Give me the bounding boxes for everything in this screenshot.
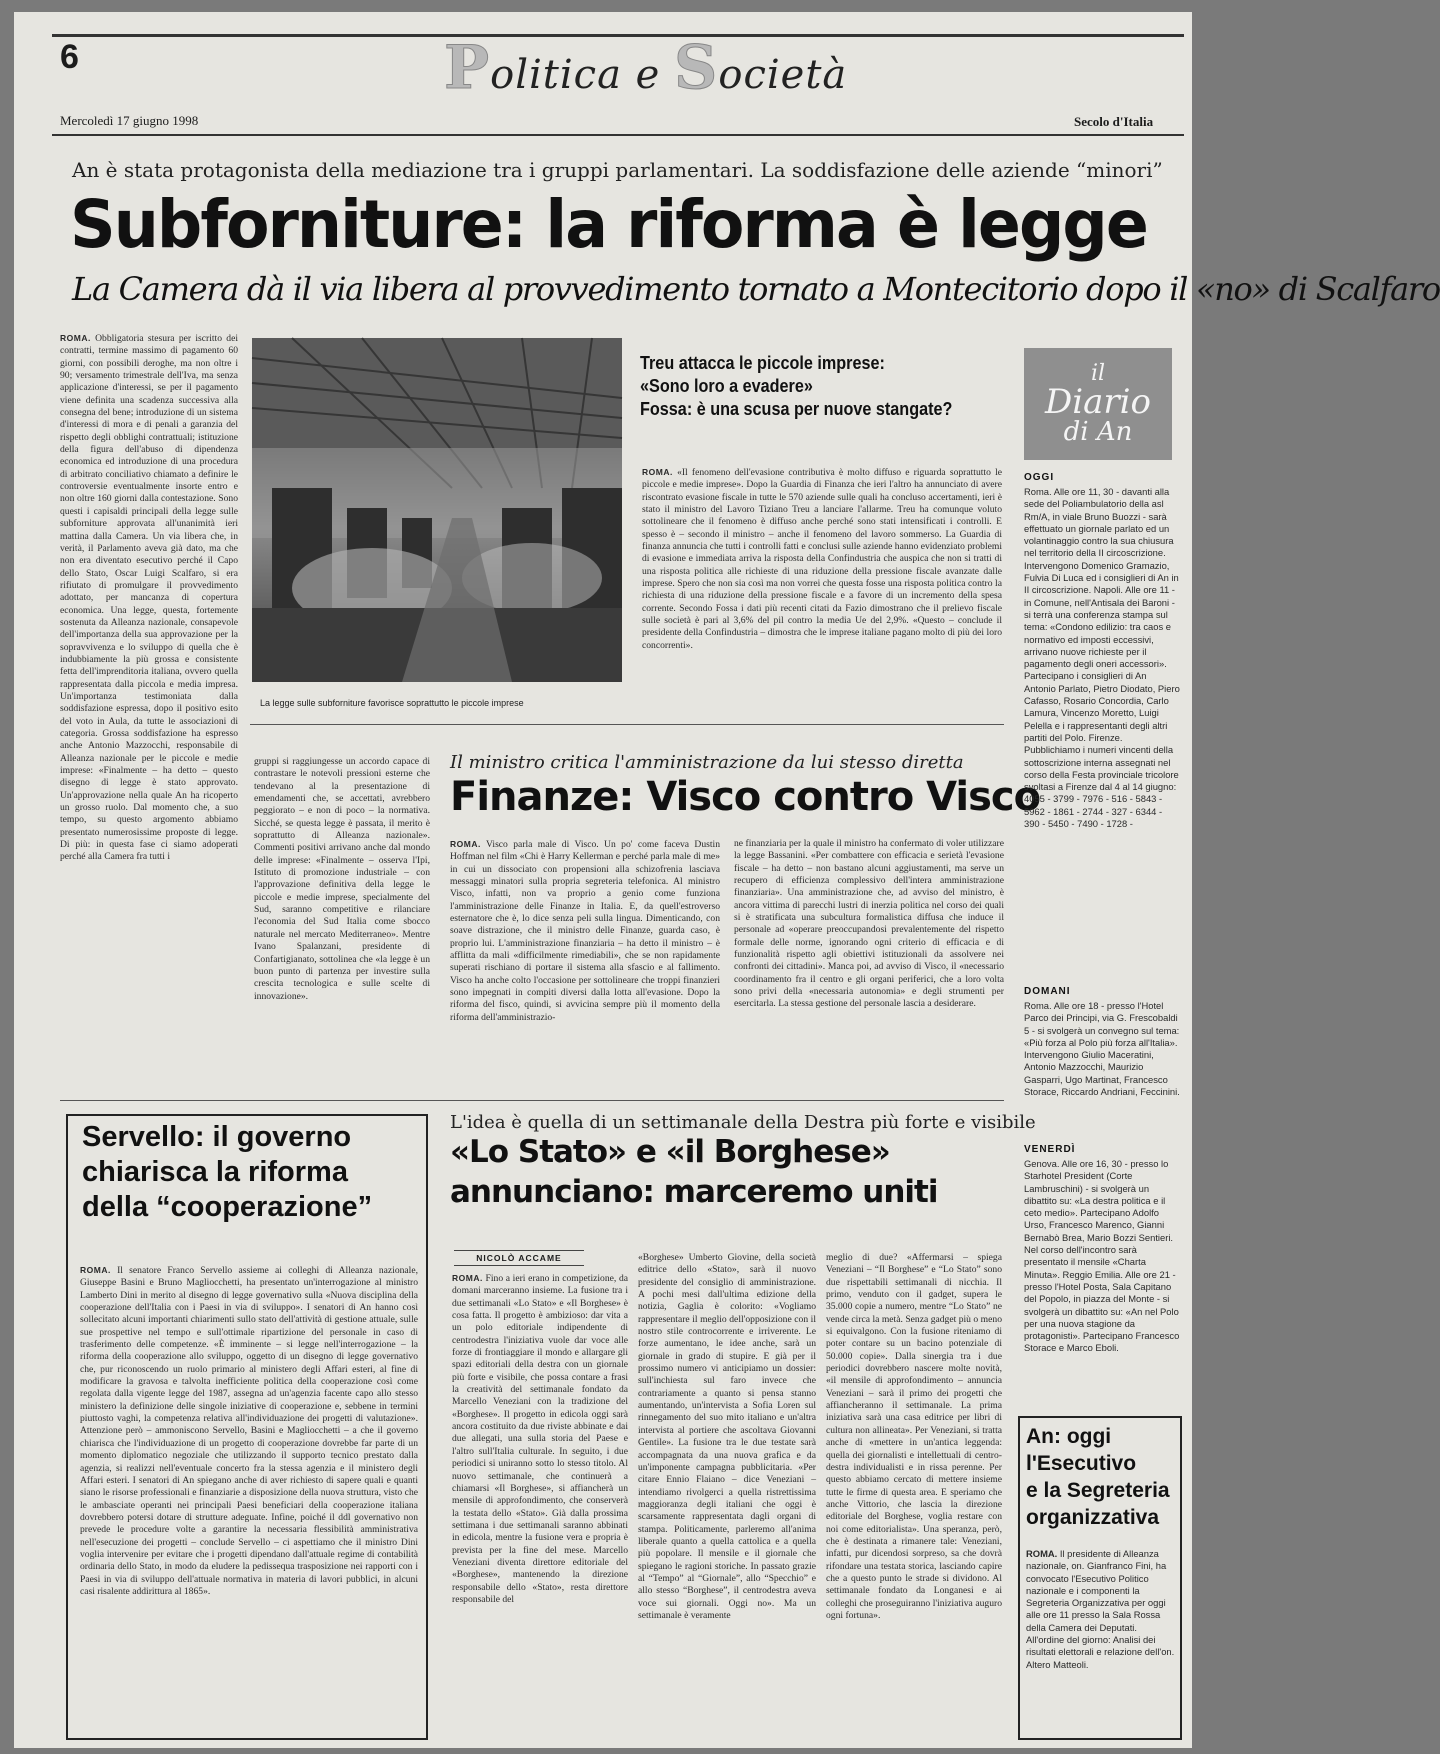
factory-interior-image xyxy=(252,338,622,682)
newspaper-page xyxy=(14,12,1440,1748)
esecutivo-headline: An: oggi l'Esecutivo e la Segreteria organizzativa xyxy=(1026,1425,1170,1529)
visco-col2: ne finanziaria per la quale il ministro ha confermato di voler utilizzare la legge Bassanini. «Per combattere con efficacia e serietà l'evasione fiscale – ha detto – non bastano alcuni aggiustamenti, ma serve un recupero di efficienza complessivo dell'intera amministrazione finanziaria». Una amministrazione che, ad avviso del ministro, è ancora vittima di parecchi lustri di inerzia politica nel corso dei quali si è stratificata una subcultura formalistica diffusa che induce il personale ad «operare preoccupandosi prevalentemente del rispetto formale delle norme, ignorando ogni criterio di efficacia e di funzionalità rispetto agli obiettivi istituzionali da assolvere nei confronti dei cittadini». Manca poi, ad avviso di Visco, il «necessario coordinamento fra il centro e gli organi periferici, che a loro volta sono privi della «necessaria autonomia» e degli strumenti per esercitarla. La stessa gestione del personale lascia a desiderare. xyxy=(734,838,1004,1010)
esecutivo-body: ROMA. Il presidente di Alleanza nazionale, on. Gianfranco Fini, ha convocato l'Esecutivo Politico nazionale e i componenti la Segreteria Organizzativa per oggi alle ore 11 presso la Sala Rossa della Camera dei Deputati. All'ordine del giorno: Analisi dei risultati elettorali e relazione dell'on. Altero Matteoli. xyxy=(1026,1548,1175,1670)
venerdi-events: Genova. Alle ore 16, 30 - presso lo Starhotel President (Corte Lambruschini) - si svolgerà un dibattito su: «La destra politica e il ceto medio». Partecipano Adolfo Urso, Francesco Marenco, Gianni Bernabò Brea, Mario Bozzi Sentieri. Nel corso dell'incontro sarà presentato il mensile «Charta Minuta». Reggio Emilia. Alle ore 21 - presso l'Hotel Posta, Sala Capitano del Popolo, in piazza del Monte - si svolgerà un dibattito su: «An nel Polo per una nuova stagione da protagonisti». Partecipano Francesco Storace e Marco Eboli. xyxy=(1024,1158,1180,1354)
visco-headline: Finanze: Visco contro Visco xyxy=(450,774,1041,820)
issue-date: Mercoledì 17 giugno 1998 xyxy=(60,113,199,128)
treu-article-body: ROMA. «Il fenomeno dell'evasione contributiva è molto diffuso e riguarda soprattutto le piccole e medie imprese». Dopo la Guardia di Finanza che ieri l'altro ha annunciato di avere riscontrato evasione fiscale in tutte le 570 aziende sulle quali ha concluso accertamenti, ieri è stato il ministro del Lavoro Tiziano Treu a lanciare l'allarme. Treu ha comunque voluto sottolineare che il fenomeno è diffuso anche perché sono stati intensificati i controlli. E spesso è – secondo il ministro – anche il fenomeno del lavoro sommerso. La Guardia di finanza annuncia che tutti i controlli fatti e conclusi sulle aziende hanno evidenziato problemi di evasione e immediata arriva la risposta della Confindustria che auspica che non si tratti di una risposta politica alle richieste di una riduzione della pressione fiscale avanzate dalle imprese. Spero che non sia così ma non vorrei che questa fosse una risposta politica contro la richiesta di una riduzione della pressione fiscale e a favore di un incremento della spesa corrente. Secondo Fossa i dati più recenti citati da Fazio dimostrano che il prelievo fiscale sulle società è pari al 3,6% del pil contro la media Ue del 2,9%. «Questo – conclude il presidente della Confindustria – dimostra che le imprese italiane pagano molto di più dei loro concorrenti». xyxy=(642,467,1002,651)
section-rule-1 xyxy=(250,724,1004,725)
main-article-col2: gruppi si raggiungesse un accordo capace di contrastare le notevoli pressioni esterne che tendevano al la presentazione di emendamenti che, se accettati, avrebbero peggiorato – e non di poco – la normativa. Sicché, se questa legge è passata, il merito è soprattutto di Alleanza nazionale». Commenti positivi arrivano anche dal mondo delle imprese: «Finalmente – osserva l'Ipi, Istituto di promozione industriale – con l'approvazione definitiva della legge le piccole e medie imprese, specialmente del Sud, saranno competitive e rilanciare l'economia del Sud Italia come sbocco naturale nel mercato Mediterraneo». Mentre Ivano Spalanzani, presidente di Confartigianato, sottolinea che «la legge è un buon punto di partenza per investire sulla crescita tecnologica e sulle scelte di innovazione». xyxy=(254,756,430,1002)
header-rule xyxy=(52,134,1184,136)
factory-photo xyxy=(252,338,622,682)
treu-headline: Treu attacca le piccole imprese: «Sono loro a evadere» Fossa: è una scusa per nuove stangate? xyxy=(640,353,953,420)
section-rule-2 xyxy=(60,1100,1004,1101)
stato-byline: NICOLÒ ACCAME xyxy=(454,1250,584,1266)
servello-article-body: ROMA. Il senatore Franco Servello assieme ai colleghi di Alleanza nazionale, Giuseppe Basini e Bruno Magliocchetti, ha presentato un'interrogazione al ministro Lamberto Dini in merito al disegno di legge governativo sulla «Nuova disciplina della cooperazione dell'Italia con i Paesi in via di sviluppo». I senatori di An hanno così sollecitato alcuni importanti chiarimenti sullo stato dell'attività di gestione attuale, sulle sue prospettive nel tempo e sull'ottimale ripartizione del personale in caso di trasferimento delle competenze. «È imminente – si legge nell'interrogazione – la riforma della cooperazione allo sviluppo, oggetto di un disegno di legge governativo che, pur riconoscendo un ruolo primario al ministero degli Affari esteri, al fine di modificare la gravosa e talvolta inefficiente politica della cooperazione così come regolata dalla vigente legge del 1987, assegna ad un'agenzia facente capo allo stesso ministero la definizione delle singole iniziative di cooperazione e, sebbene in termini piuttosto vaghi, la competenza relativa all'individuazione dei progetti di valutazione». Attenzione però – ammoniscono Servello, Basini e Magliocchetti – a che il governo chiarisca che l'individuazione di un progetto di cooperazione dovrebbe far parte di un momento diplomatico negoziale che utilizzando il supporto tecnico prestato dalla agenzia, si realizzi nell'eventuale concerto fra la stessa agenzia e il ministero degli Affari esteri. I senatori di An spiegano anche di aver richiesto di sapere quali e quanti siano le risorse professionali e finanziarie a disposizione della nuova struttura, visto che le ambasciate operanti nei principali Paesi beneficiari della cooperazione italiana dovrebbero potersi dotare di strutture adeguate. Infine, poiché il ddl governativo non prevede le procedure volte a garantire la necessaria flessibilità amministrativa nell'esecuzione dei progetti – conclude Servello – ci aspettiamo che il ministro Dini voglia intervenire per evitare che i progetti dipendano dall'attuale regime di contabilità ordinaria dello Stato, in modo da eludere la pedissequa trasposizione nei rapporti con i Paesi in via di sviluppo dell'attuale normativa in materia di lavori pubblici, in alcuni casi risalente addirittura al 1865». xyxy=(80,1265,418,1597)
servello-headline: Servello: il governo chiarisca la riforma della “cooperazione” xyxy=(82,1121,373,1223)
section-masthead: Politica e Società xyxy=(444,33,848,103)
stato-col1: ROMA. Fino a ieri erano in competizione, da domani marceranno insieme. La fusione tra i due settimanali «Lo Stato» e «Il Borghese» è cosa fatta. Il progetto è ambizioso: dar vita a un polo editoriale indipendente di centrodestra l'iniziativa vuole dar voce alle forze di frontiaggiare il mondo e allargare gli spazi editoriali della destra con un giornale più forte e visibile, che possa contare a frasi la creatività del settimanale fondato da Marcello Veneziani con la tradizione del «Borghese». Il progetto in edicola oggi sarà ancora costituito da due riviste abbinate e dai due allegati, una sulla storia del Paese e l'altro sull'Italia culturale. In seguito, i due periodici si uniranno sotto lo stesso titolo. Al nuovo settimanale, che continuerà a chiamarsi «Il Borghese», si affiancherà un mensile di approfondimento, che conserverà la testata dello «Stato». Già dalla prossima settimana i due settimanali saranno abbinati in edicola, mentre la fusione vera e propria è prevista per la fine del mese. Marcello Veneziani diventa direttore editoriale del «Borghese», mantenendo la direzione responsabile dello «Stato», resta direttore responsabile del xyxy=(452,1273,628,1605)
venerdi-heading: VENERDÌ xyxy=(1024,1144,1076,1155)
visco-col1: ROMA. Visco parla male di Visco. Un po' come faceva Dustin Hoffman nel film «Chi è Harry Kellerman e perché parla male di me» in cui un dissociato con propensioni alla schizofrenia lasciava messaggi minatori sulla propria segreteria telefonica. Al ministro Visco, infatti, non va proprio a genio come funziona l'amministrazione delle Finanze in Italia. E, da quell'estroverso esternatore che è, lo dice senza peli sulla lingua. Dimenticando, con soave distrazione, che il ministro delle Finanze, guarda caso, è proprio lui. L'amministrazione finanziaria – ha detto il ministro – è afflitta da mali «difficilmente rimediabili», che se non rapidamente superati rischiano di portare il sistema alla sfascio e al fallimento. Visco ha anche colto l'occasione per sottolineare che troppi finanzieri sono impegnati in compiti diversi dalla lotta all'evasione. Dopo la riforma del fisco, quindi, si avvicina sempre più il momento della riforma dell'amministrazio- xyxy=(450,839,720,1023)
main-article-col1: ROMA. Obbligatoria stesura per iscritto dei contratti, termine massimo di pagamento 60 giorni, con possibili deroghe, ma non oltre i 90; versamento trimestrale dell'Iva, ma senza applicazione d'interessi, se per il pagamento viene definita una scadenza successiva alla consegna del bene; introduzione di un sistema d'interessi di mora e di penali a garanzia del rispetto degli obblighi contrattuali; istituzione della figura dell'abuso di dipendenza economica ed introduzione di una procedura di arbitrato conciliativo chiamato a definire le controversie eventualmente insorte entro e non oltre 160 giorni dalla contestazione. Sono questi i capisaldi principali della legge sulle subforniture approvata all'unanimità ieri mattina dalla Camera. Un via libera che, in verità, il Parlamento aveva già dato, ma che non era diventato esecutivo perché il Capo dello Stato, Oscar Luigi Scalfaro, si era rifiutato di promulgare il provvedimento adottato, per mancanza di copertura economica. Una legge, questa, fortemente sostenuta da Alleanza nazionale, consapevole dell'importanza della sua approvazione per la sopravvivenza e lo sviluppo di quella che è indubbiamente la più grossa e consistente fetta dell'imprenditoria italiana, ovvero quella rappresentata dalla piccola e media impresa. Un'importanza testimoniata dalla soddisfazione espressa, dopo il positivo esito del voto in Aula, da tutte le associazioni di categoria. Grossa soddisfazione ha espresso anche Antonio Mazzocchi, responsabile di Alleanza nazionale per le piccole e medie imprese: «Finalmente – ha detto – questo disegno di legge è stato approvato. Un'approvazione nella quale An ha ricoperto un grosso ruolo. Dal momento che, a suo tempo, su questo argomento abbiamo presentato numerosissime proposte di legge. Di più: in questa fase ci siamo adoperati perché alla Camera fra tutti i xyxy=(60,333,238,863)
visco-kicker: Il ministro critica l'amministrazione da lui stesso diretta xyxy=(450,752,964,773)
oggi-events: Roma. Alle ore 11, 30 - davanti alla sede del Poliambulatorio della asl Rm/A, in viale Bruno Buozzi - sarà effettuato un giornale parlato ed un volantinaggio contro la sua chiusura nel territorio della II circoscrizione. Intervengono Domenico Gramazio, Fulvia Di Luca ed i consiglieri di An in II circoscrizione. Napoli. Alle ore 11 - in Comune, nell'Antisala dei Baroni - si terrà una conferenza stampa sul tema: «Condono edilizio: tra caos e normativo ed imposti eccessivi, arrivano nuove richieste per il pagamento degli oneri accessori». Partecipano i consiglieri di An Antonio Parlato, Pietro Diodato, Piero Cafasso, Rosario Concordia, Carlo Lamura, Vincenzo Moretto, Luigi Pelella e i rappresentanti degli altri partiti del Polo. Firenze. Pubblichiamo i numeri vincenti della sottoscrizione interna assegnati nel corso della Festa provinciale tricolore svoltasi a Firenze dal 4 al 14 giugno: 4055 - 3799 - 7976 - 516 - 5843 - 5962 - 1861 - 2744 - 327 - 6344 - 390 - 5450 - 7490 - 1728 - xyxy=(1024,486,1180,830)
main-subheadline: La Camera dà il via libera al provvedimento tornato a Montecitorio dopo il «no» di Scalfaro xyxy=(72,270,1440,308)
diario-logo: il Diario di An xyxy=(1024,348,1172,460)
domani-heading: DOMANI xyxy=(1024,986,1071,997)
stato-col3: meglio di due? «Affermarsi – spiega Veneziani – “Il Borghese” e “Lo Stato” sono due rispettabili settimanali di nicchia. Il primo, venduto con il gadget, supera le 35.000 copie a numero, mentre “Lo Stato” ne vende circa la metà. Senza gadget più o meno si equivalgono. Con la fusione riteniamo di poter contare su un bacino potenziale di 50.000 copie». Dalla sinergia tra i due periodici dovrebbero nascere molte novità, «il mensile di approfondimento – annuncia Veneziani – sarà il primo dei progetti che affiancheranno il settimanale. La prima iniziativa sarà una casa editrice per libri di cultura non allineata». Per Veneziani, si tratta anche di «mettere in un'antica leggenda: quella dei giornalisti e intellettuali di centro-destra individualisti e in rissa perenne. Per questo abbiamo cercato di mettere insieme tutte le firme di questa area. E speriamo che anche Vittorio, che lascia la direzione editoriale del Borghese, voglia restare con noi come editorialista». Una speranza, però, che è destinata a rimanere tale: Veneziani, infatti, pur dicendosi sorpreso, sa che dovrà rifondare una testata storica, lasciando capire che a questo punto le strade si dividono. Al settimanale fondato da Longanesi e ai colleghi che proseguiranno l'iniziativa auguro ogni fortuna». xyxy=(826,1252,1002,1621)
stato-col2: «Borghese» Umberto Giovine, della società editrice dello «Stato», sarà il nuovo presidente del consiglio di amministrazione. A pochi mesi dall'ultima edizione della notizia, Gaglia è colorito: «Vogliamo rappresentare il meglio dell'opposizione con il nostro stile controcorrente e irriverente. Le forze aumentano, le idee anche, sarà un giornale in grado di stupire. E già per il prossimo numero vi anticipiamo un dossier: sull'inchiesta sul faro invece che contrariamente a quanto si pensa stanno aumentando, un'intervista a Sofia Loren sul rinnegamento del suo mito italiano e un'altra intervista al portiere che ascoltava Giovanni Gentile». La fusione tra le due testate sarà accompagnata da una nuova grafica e da un'imponente campagna pubblicitaria. «Per citare Ennio Flaiano – dice Veneziani – intendiamo rivolgerci a quella ristrettissima maggioranza degli italiani che oggi è scarsamente rappresentata dagli organi di stampa. Politicamente, parleremo all'anima liberale quanto a quella cattolica e a quella più popolare. Il mensile e il giornale che spiegano le ragioni storiche. In passato grazie al “Tempo” al “Giornale”, allo “Specchio” e allo stesso “Borghese”, il centrodestra aveva voce sui giornali. Oggi no». Ma un settimanale è veramente xyxy=(638,1252,816,1621)
stato-kicker: L'idea è quella di un settimanale della Destra più forte e visibile xyxy=(450,1112,1036,1133)
page-number: 6 xyxy=(60,38,79,76)
photo-caption: La legge sulle subforniture favorisce soprattutto le piccole imprese xyxy=(260,698,524,708)
main-headline: Subforniture: la riforma è legge xyxy=(70,186,1147,263)
publication-name: Secolo d'Italia xyxy=(1074,114,1154,129)
oggi-heading: OGGI xyxy=(1024,472,1055,483)
top-rule xyxy=(52,34,1184,37)
domani-events: Roma. Alle ore 18 - presso l'Hotel Parco dei Principi, via G. Frescobaldi 5 - si svolgerà un convegno sul tema: «Più forza al Polo più forza all'Italia». Intervengono Giulio Maceratini, Antonio Mazzocchi, Maurizio Gasparri, Ugo Martinat, Francesco Storace, Riccardo Andriani, Feccinini. xyxy=(1024,1000,1180,1098)
main-kicker: An è stata protagonista della mediazione tra i gruppi parlamentari. La soddisfazione delle aziende “minori” xyxy=(72,158,1163,182)
stato-headline: «Lo Stato» e «il Borghese» annunciano: marceremo uniti xyxy=(450,1134,938,1211)
